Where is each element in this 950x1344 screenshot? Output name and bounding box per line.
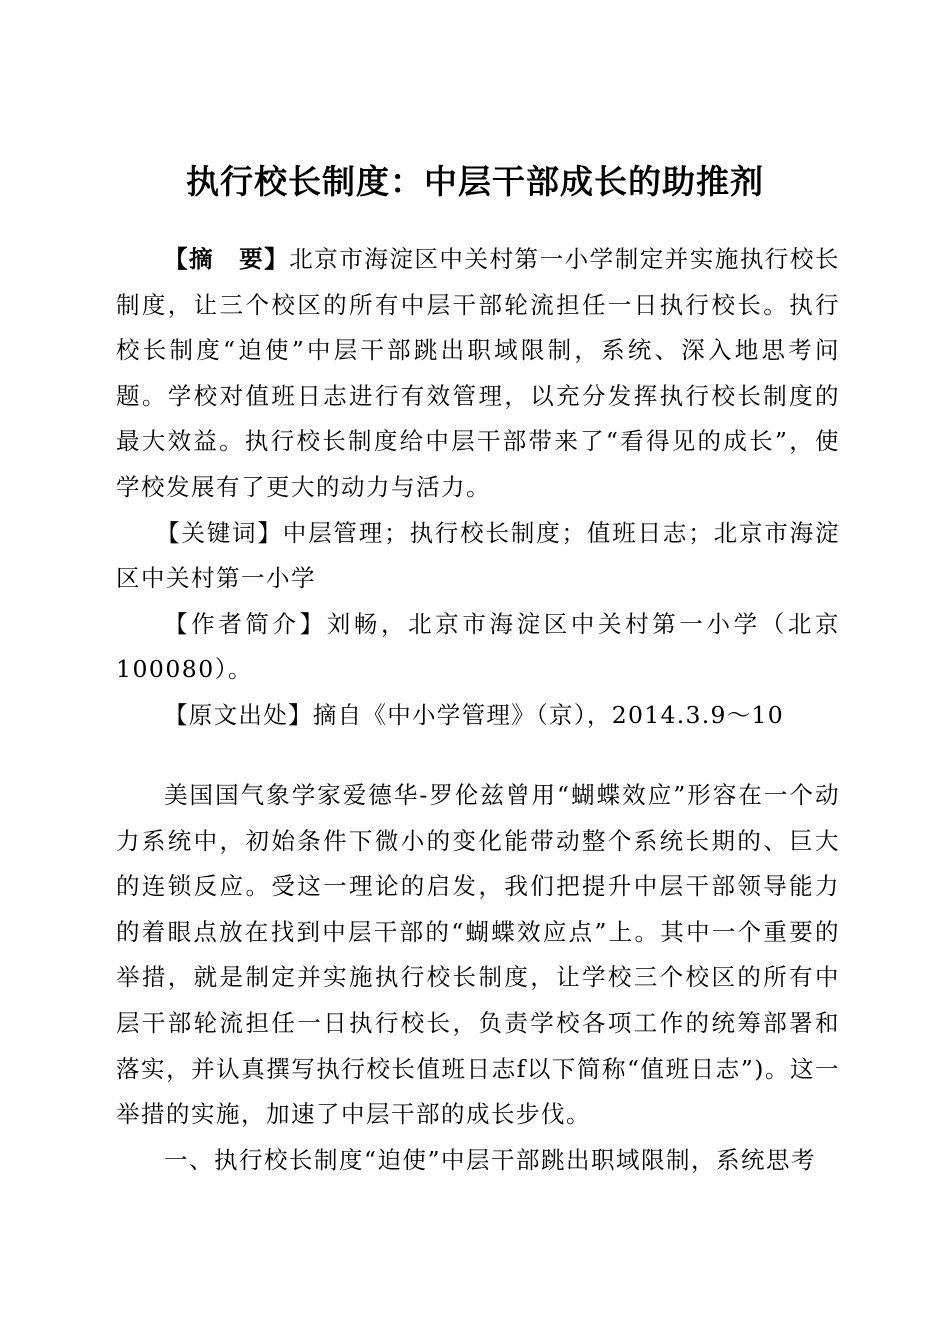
keywords-text: 中层管理；执行校长制度；值班日志；北京市海淀区中关村第一小学 <box>116 518 841 593</box>
author-label: 【作者简介】 <box>164 609 327 638</box>
author-paragraph <box>116 602 840 693</box>
article-body <box>116 773 840 1183</box>
article-front-matter <box>116 237 840 739</box>
source-text: 摘自《中小学管理》（京），2014.3.9～10 <box>312 700 785 729</box>
author-text: 刘畅，北京市海淀区中关村第一小学（北京100080）。 <box>116 609 840 684</box>
source-paragraph <box>116 693 840 739</box>
document-title: 执行校长制度：中层干部成长的助推剂 <box>186 162 764 202</box>
keywords-paragraph <box>116 511 840 602</box>
body-paragraph-2: 一、执行校长制度“迫使”中层干部跳出职域限制，系统思考 <box>164 1145 817 1174</box>
abstract-label: 【摘 要】 <box>164 245 290 273</box>
body-paragraph-1: 美国国气象学家爱德华-罗伦兹曾用“蝴蝶效应”形容在一个动力系统中，初始条件下微小的变化能带动整个系统长期的、巨大的连锁反应。受这一理论的启发，我们把提升中层干部领导能力的着眼点放在找到中层干部的“蝴蝶效应点”上。其中一个重要的举措，就是制定并实施执行校长制度，让学校三个校区的所有中层干部轮流担任一日执行校长，负责学校各项工作的统筹部署和落实，并认真撰写执行校长值班日志f以下简称“值班日志”)。这一举措的实施，加速了中层干部的成长步伐。 <box>116 781 840 1129</box>
abstract-text: 北京市海淀区中关村第一小学制定并实施执行校长制度，让三个校区的所有中层干部轮流担任一日执行校长。执行校长制度“迫使”中层干部跳出职域限制，系统、深入地思考问题。学校对值班日志进行有效管理，以充分发挥执行校长制度的最大效益。执行校长制度给中层干部带来了“看得见的成长”，使学校发展有了更大的动力与活力。 <box>116 245 841 501</box>
abstract-paragraph <box>116 237 840 511</box>
keywords-label: 【关键词】 <box>156 518 283 547</box>
source-label: 【原文出处】 <box>164 700 313 729</box>
